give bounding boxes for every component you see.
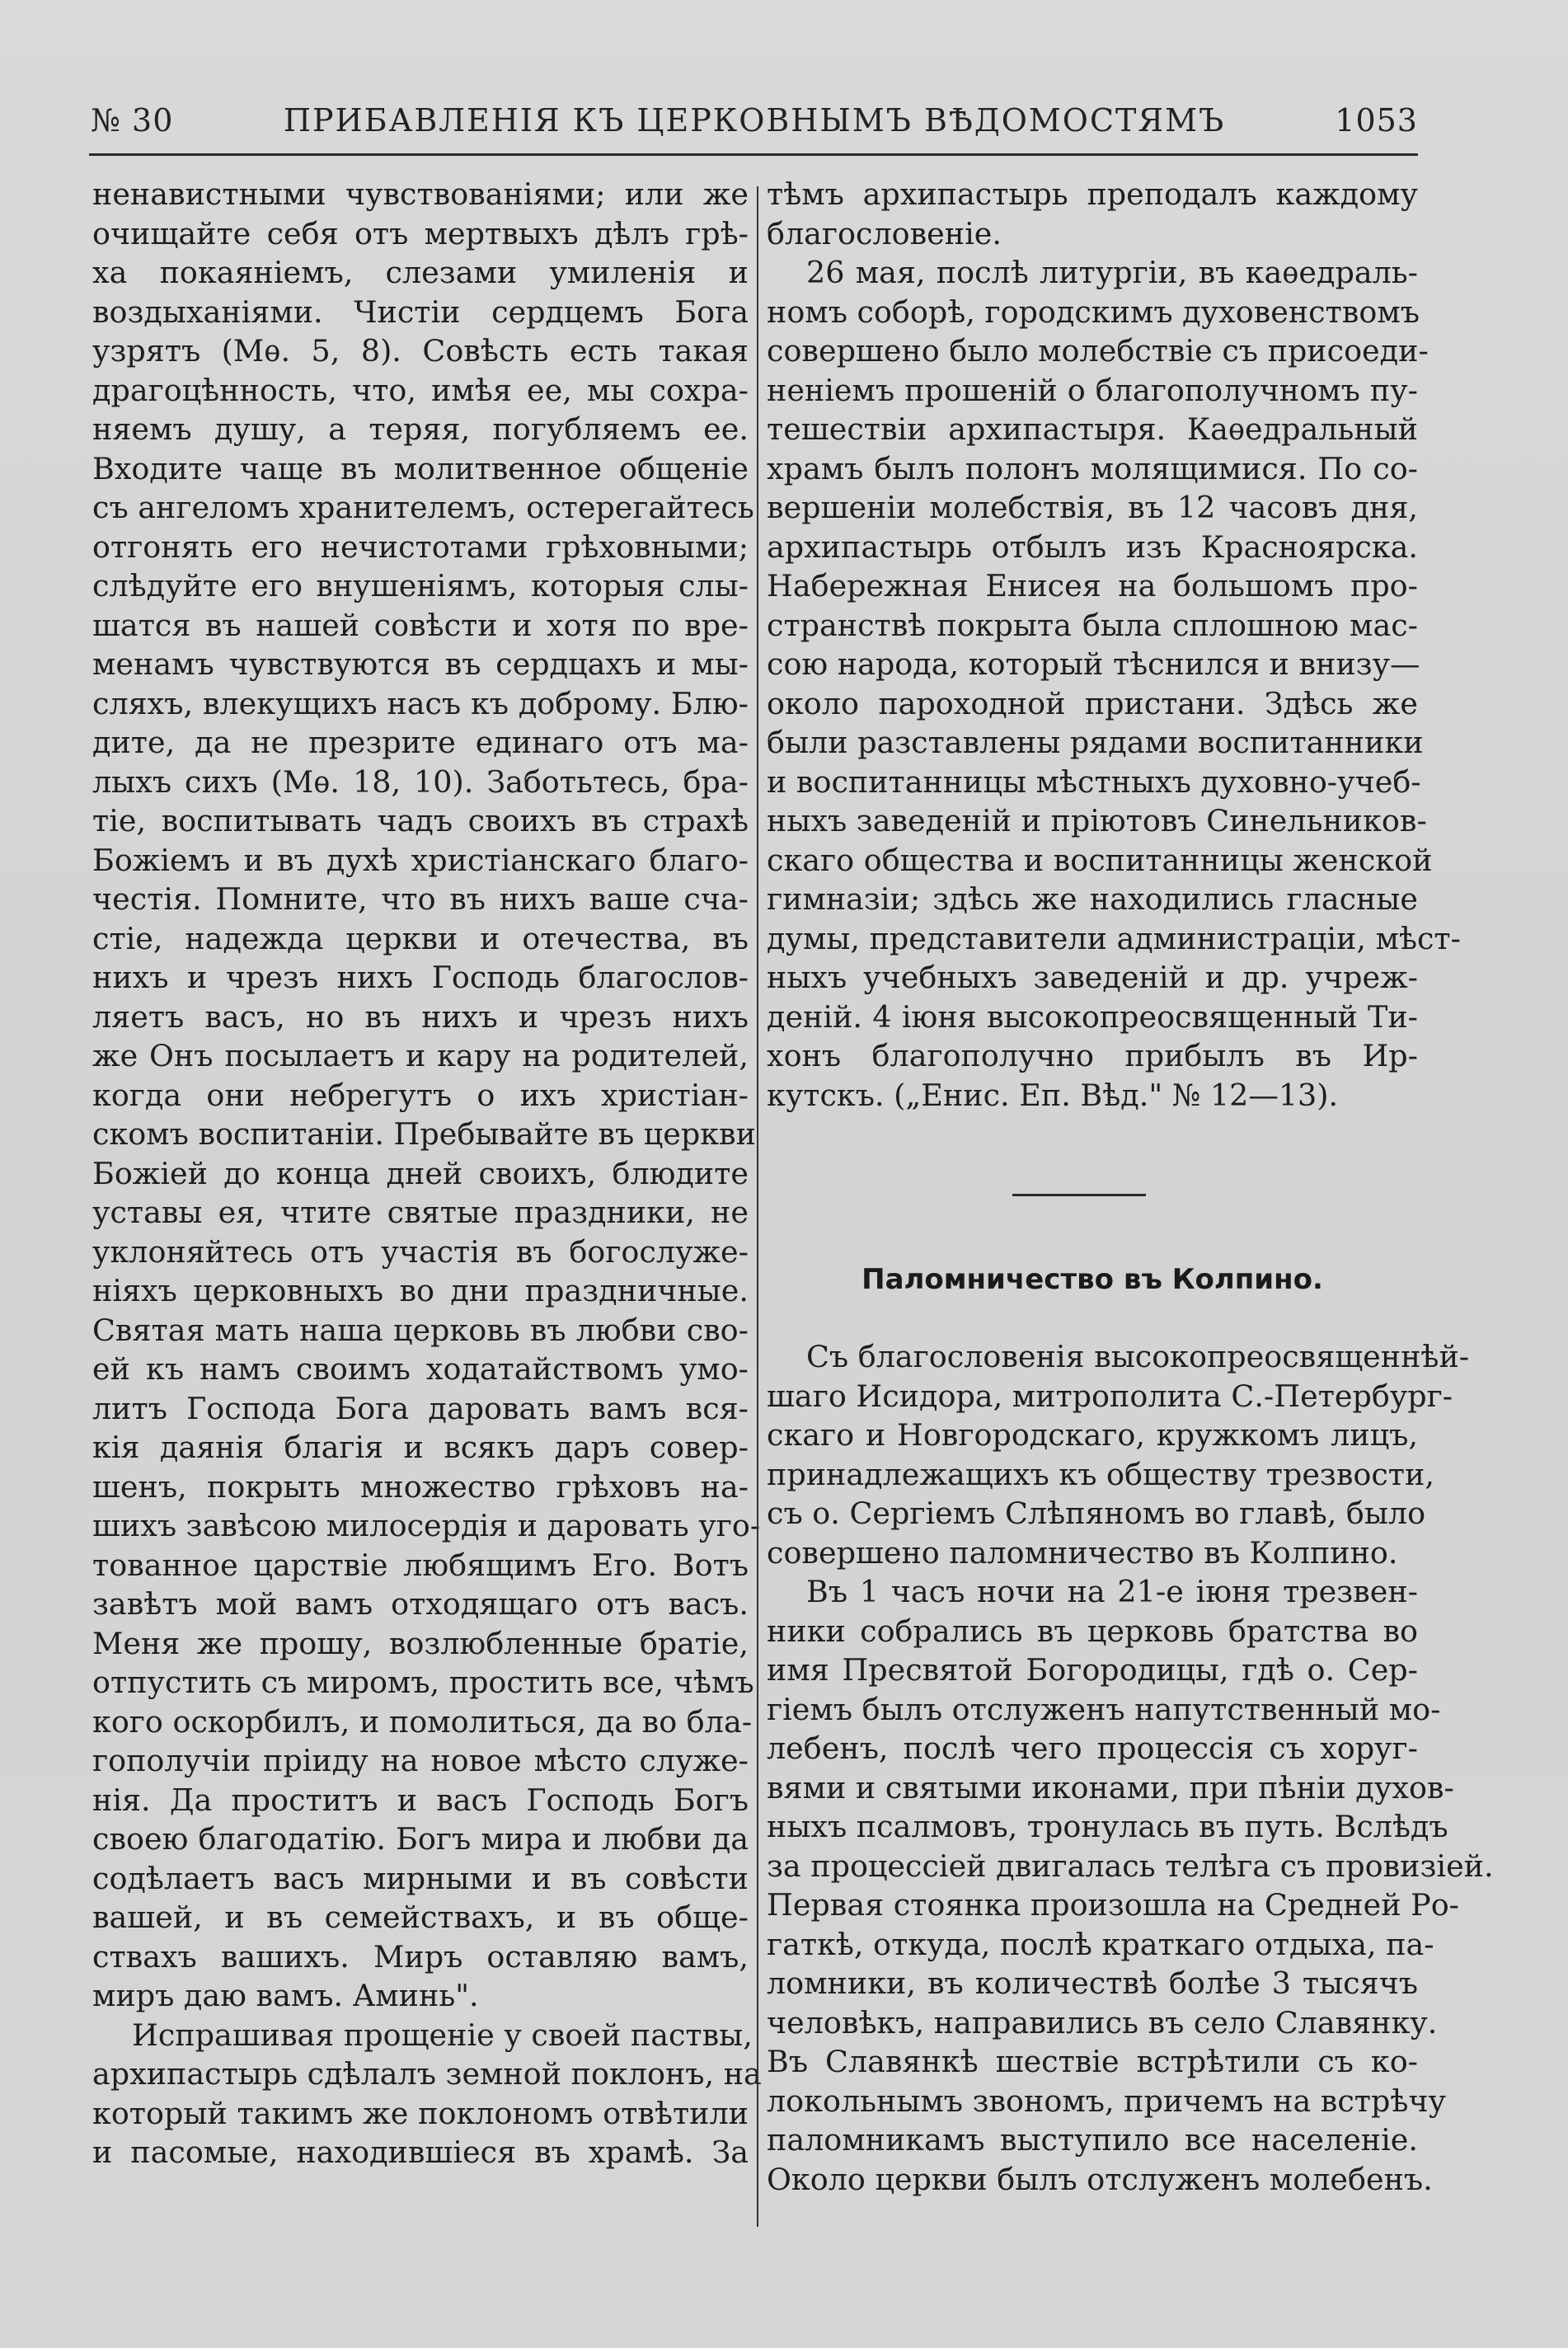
text-line: честія. Помните, что въ нихъ ваше сча- [92,881,749,917]
text-line: менамъ чувствуются въ сердцахъ и мы- [92,646,749,682]
text-line: паломникамъ выступило все населеніе. [767,2122,1418,2158]
text-line: локольнымъ звономъ, причемъ на встрѣчу [767,2083,1446,2119]
text-line: тешествіи архипастыря. Каѳедральный [767,411,1418,447]
text-line: ей къ намъ своимъ ходатайствомъ умо- [92,1351,749,1387]
text-line: архипастырь отбылъ изъ Красноярска. [767,528,1418,565]
text-line: ляетъ васъ, но въ нихъ и чрезъ нихъ [92,998,749,1035]
text-line: тіе, воспитывать чадъ своихъ въ страхѣ [92,803,749,838]
text-line: Набережная Енисея на большомъ про- [767,568,1418,603]
text-line: сою народа, который тѣснился и внизу— [767,646,1420,682]
text-line: ныхъ учебныхъ заведеній и др. учреж- [767,960,1418,995]
text-line: съ ангеломъ хранителемъ, остерегайтесь [92,490,754,525]
text-line: узрятъ (Мѳ. 5, 8). Совѣсть есть такая [92,333,749,369]
text-line: 26 мая, послѣ литургіи, въ каѳедраль- [806,255,1418,290]
text-line: Первая стоянка произошла на Средней Ро- [767,1887,1460,1923]
text-line: Въ 1 часъ ночи на 21-е іюня трезвен- [806,1574,1418,1609]
text-line: ніяхъ церковныхъ во дни праздничные. [92,1273,749,1308]
journal-title: ПРИБАВЛЕНІЯ КЪ ЦЕРКОВНЫМЪ ВѢДОМОСТЯМЪ [283,102,1226,139]
text-line: Божіей до конца дней своихъ, блюдите [92,1155,749,1191]
text-line: шенъ, покрыть множество грѣховъ на- [92,1468,749,1505]
text-line: кого оскорбилъ, и помолиться, да во бла- [92,1703,753,1740]
text-line: стіе, надежда церкви и отечества, въ [92,920,749,956]
text-line: же Онъ посылаетъ и кару на родителей, [92,1038,749,1073]
text-line: Съ благословенія высокопреосвященнѣй- [806,1339,1470,1374]
text-line: ломники, въ количествѣ болѣе 3 тысячъ [767,1965,1418,2001]
text-line: хонъ благополучно прибылъ въ Ир- [767,1038,1418,1073]
text-line: имя Пресвятой Богородицы, гдѣ о. Сер- [767,1652,1418,1688]
text-line: скомъ воспитаніи. Пребывайте въ церкви [92,1116,756,1152]
text-line: завѣтъ мой вамъ отходящаго отъ васъ. [92,1586,749,1622]
text-line: отпустить съ миромъ, простить все, чѣмъ [92,1665,754,1700]
section-title: Паломничество въ Колпино. [861,1263,1323,1296]
text-line: человѣкъ, направились въ село Славянку. [767,2004,1438,2040]
text-line: ныхъ псалмовъ, тронулась въ путь. Вслѣдъ [767,1809,1448,1844]
text-line: гаткѣ, откуда, послѣ краткаго отдыха, па- [767,1926,1434,1962]
text-line: совершено паломничество въ Колпино. [767,1534,1398,1571]
text-line: совершено было молебствіе съ присоеди- [767,333,1429,369]
text-line: шатся въ нашей совѣсти и хотя по вре- [92,607,749,643]
text-line: кія даянія благія и всякъ даръ совер- [92,1430,749,1465]
text-line: слѣдуйте его внушеніямъ, которыя слы- [92,568,749,603]
text-line: сляхъ, влекущихъ насъ къ доброму. Блю- [92,685,749,721]
text-line: нихъ и чрезъ нихъ Господь благослов- [92,960,749,995]
issue-number: № 30 [91,102,174,139]
text-line: тѣмъ архипастырь преподалъ каждому [767,176,1418,212]
text-line: ха покаяніемъ, слезами умиленія и [92,255,749,290]
section-rule [1012,1194,1146,1196]
text-line: няемъ душу, а теряя, погубляемъ ее. [92,411,749,447]
text-line: ствахъ вашихъ. Миръ оставляю вамъ, [92,1938,749,1975]
text-line: принадлежащихъ къ обществу трезвости, [767,1456,1434,1492]
left-column [92,175,762,2172]
text-line: шихъ завѣсою милосердія и даровать уго- [92,1508,761,1543]
text-line: странствѣ покрыта была сплошною мас- [767,607,1418,643]
text-line: дите, да не презрите единаго отъ ма- [92,725,749,760]
text-line: Около церкви былъ отслуженъ молебенъ. [767,2161,1433,2197]
text-line: были разставлены рядами воспитанники [767,725,1424,760]
text-line: архипастырь сдѣлалъ земной поклонъ, на [92,2056,762,2092]
right-column-top [767,175,1461,1115]
text-line: тованное царствіе любящимъ Его. Вотъ [92,1547,749,1583]
text-line: лыхъ сихъ (Мѳ. 18, 10). Заботьтесь, бра- [92,763,749,800]
text-line: съ о. Сергіемъ Слѣпяномъ во главѣ, было [767,1496,1426,1531]
text-line: нія. Да проститъ и васъ Господь Богъ [92,1782,749,1818]
text-line: номъ соборѣ, городскимъ духовенствомъ [767,294,1420,330]
text-line: кутскъ. („Енис. Еп. Вѣд." № 12—13). [767,1077,1339,1113]
text-line: уклоняйтесь отъ участія въ богослуже- [92,1233,749,1270]
text-line: когда они небрегутъ о ихъ христіан- [92,1077,749,1113]
text-line: Въ Славянкѣ шествіе встрѣтили съ ко- [767,2044,1418,2079]
text-line: отгонять его нечистотами грѣховными; [92,528,749,565]
text-line: неніемъ прошеній о благополучномъ пу- [767,372,1418,408]
text-line: содѣлаетъ васъ мирными и въ совѣсти [92,1860,749,1896]
text-line: уставы ея, чтите святые праздники, не [92,1195,749,1230]
text-line: благословеніе. [767,215,1002,251]
text-line: вершеніи молебствія, въ 12 часовъ дня, [767,490,1418,525]
page-header [91,102,1418,143]
text-line: ники собрались въ церковь братства во [767,1613,1418,1649]
text-line: Меня же прошу, возлюбленные братіе, [92,1625,749,1661]
text-line: гополучіи пріиду на новое мѣсто служе- [92,1743,749,1778]
text-line: скаго общества и воспитанницы женской [767,842,1433,878]
text-line: храмъ былъ полонъ молящимися. По со- [767,450,1418,486]
text-line: очищайте себя отъ мертвыхъ дѣлъ грѣ- [92,215,749,251]
text-line: ненавистными чувствованіями; или же [92,176,749,212]
text-line: воздыханіями. Чистіи сердцемъ Бога [92,294,749,330]
text-line: гимназіи; здѣсь же находились гласные [767,881,1418,917]
text-line: ныхъ заведеній и пріютовъ Синельников- [767,803,1427,838]
text-line: драгоцѣнность, что, имѣя ее, мы сохра- [92,372,749,408]
text-line: гіемъ былъ отслуженъ напутственный мо- [767,1691,1441,1727]
page-number: 1053 [1335,102,1418,139]
text-line: около пароходной пристани. Здѣсь же [767,685,1418,721]
header-rule [89,153,1418,156]
text-line: вями и святыми иконами, при пѣніи духов- [767,1769,1454,1806]
text-line: миръ даю вамъ. Аминь". [92,1978,479,2013]
text-line: скаго и Новгородскаго, кружкомъ лицъ, [767,1417,1418,1453]
text-line: литъ Господа Бога даровать вамъ вся- [92,1390,749,1426]
text-line: вашей, и въ семействахъ, и въ обще- [92,1900,749,1935]
right-column-bottom [767,1337,1494,2199]
text-line: и пасомые, находившіеся въ храмѣ. За [92,2134,749,2170]
text-line: Святая мать наша церковь въ любви сво- [92,1312,749,1348]
text-line: думы, представители администраціи, мѣст- [767,920,1461,956]
text-line: и воспитанницы мѣстныхъ духовно-учеб- [767,763,1421,800]
text-line: лебенъ, послѣ чего процессія съ хоруг- [767,1730,1418,1766]
column-divider [757,186,758,2227]
text-line: деній. 4 іюня высокопреосвященный Ти- [767,998,1418,1035]
text-line: который такимъ же поклономъ отвѣтили [92,2095,749,2131]
text-line: Испрашивая прощеніе у своей паствы, [132,2017,753,2053]
text-line: Входите чаще въ молитвенное общеніе [92,450,749,486]
text-line: Божіемъ и въ духѣ христіанскаго благо- [92,842,749,878]
text-line: за процессіей двигалась телѣга съ провизіей. [767,1848,1494,1884]
text-line: своею благодатію. Богъ мира и любви да [92,1821,749,1857]
text-line: шаго Исидора, митрополита С.-Петербург- [767,1378,1453,1414]
